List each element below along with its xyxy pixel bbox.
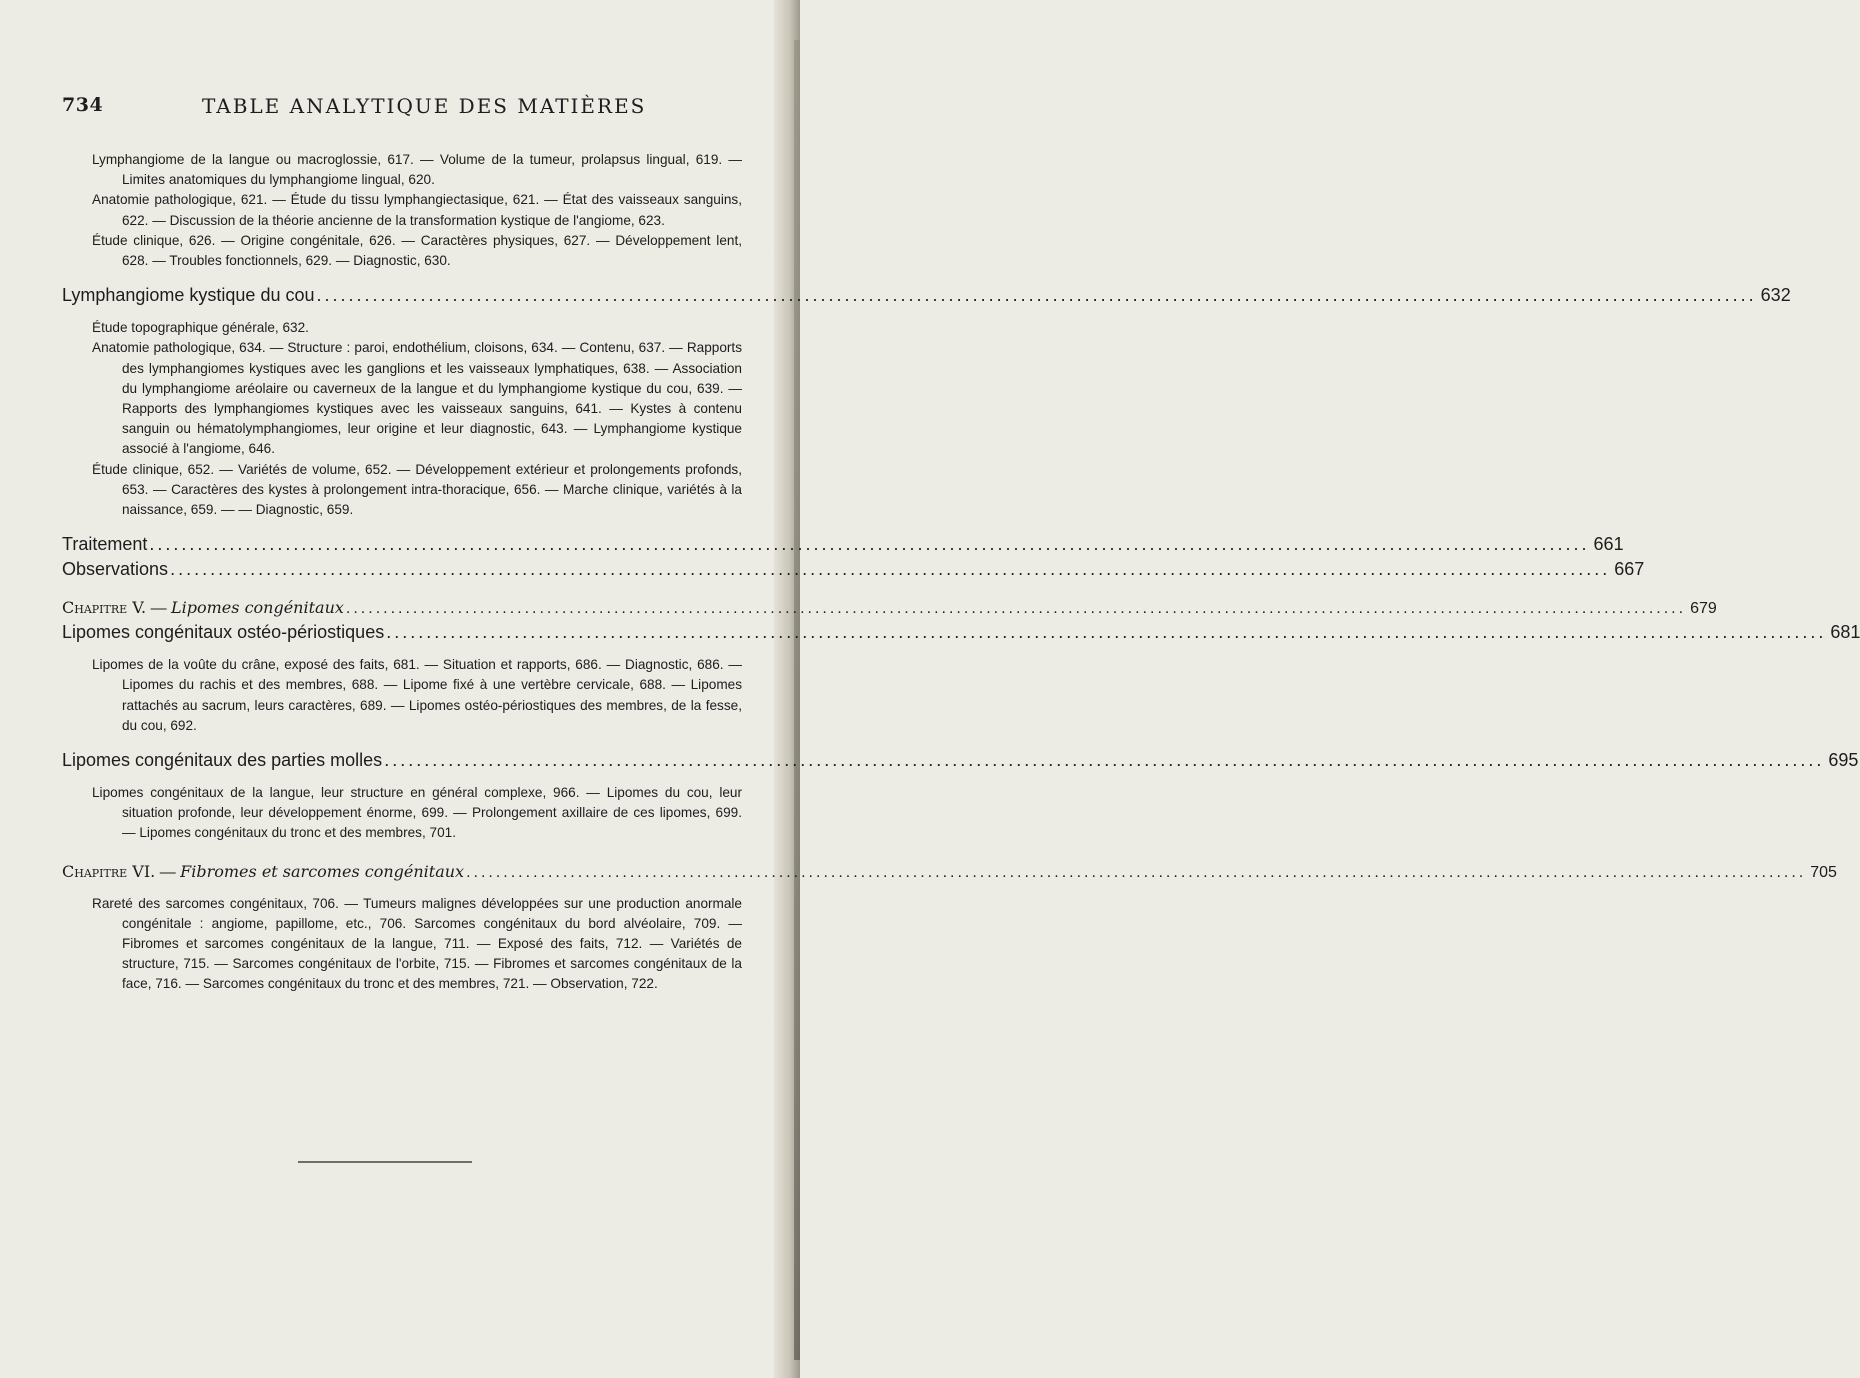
chapter-dash: —: [159, 863, 181, 881]
page-content: [62, 94, 1860, 995]
index-entry-etude-clinique-kystique: Étude clinique, 652. — Variétés de volume, 652. — Développement extérieur et prolongements profonds, 653. — Caractères des kystes à prolongement intra-thoracique, 656. — Marche clinique, variétés à la naissance, 659. — — Diagnostic, 659.: [92, 461, 742, 518]
chapter-title: Fibromes et sarcomes congénitaux: [180, 861, 465, 881]
index-entry-macroglossie: Lymphangiome de la langue ou macroglossie, 617. — Volume de la tumeur, prolapsus lingual, 619. — Limites anatomiques du lymphangiome lingual, 620.: [92, 152, 742, 188]
index-entry-etude-topographique: Étude topographique générale, 632.: [92, 320, 309, 336]
leader-dots: ....................................................................................................................................................................................: [149, 534, 1590, 555]
index-entry-anatomie-pathologique-kystique: Anatomie pathologique, 634. — Structure : paroi, endothélium, cloisons, 634. — Contenu, 637. — Rapports des lymphangiomes kystiques avec les ganglions et les vaisseaux lymphatiques, 638. — Association du lymphangiome aréolaire ou caverneux de la langue et du lymphangiome kystique du cou, 639. — Rapports des lymphangiomes kystiques avec les vaisseaux sanguins, 641. — Kystes à contenu sanguin ou hématolymphangiomes, leur origine et leur diagnostic, 643. — Lymphangiome kystique associé à l'angiome, 646.: [92, 340, 742, 457]
toc-page-number: 661: [1593, 534, 1624, 555]
index-entry-lipomes-langue: Lipomes congénitaux de la langue, leur structure en général complexe, 966. — Lipomes du cou, leur situation profonde, leur développement énorme, 699. — Prolongement axillaire de ces lipomes, 699. — Lipomes congénitaux du tronc et des membres, 701.: [92, 785, 742, 841]
toc-title: Lipomes congénitaux ostéo-périostiques: [62, 622, 385, 643]
leader-dots: ....................................................................................................................................................................................: [345, 600, 1687, 618]
toc-row-chapitre-vi[interactable]: [62, 861, 1837, 882]
toc-page-number: 681: [1830, 622, 1860, 643]
toc-page-number: 632: [1760, 285, 1791, 306]
toc-row-lipomes-molles[interactable]: [62, 750, 1859, 771]
running-title: TABLE ANALYTIQUE DES MATIÈRES: [202, 94, 647, 118]
toc-row-lipomes-osteo[interactable]: [62, 622, 1860, 643]
toc-chapter-heading: [62, 862, 464, 882]
leader-dots: ....................................................................................................................................................................................: [386, 622, 1827, 643]
end-rule: [298, 1161, 472, 1163]
page-number: 734: [62, 94, 104, 116]
toc-row-observations[interactable]: [62, 559, 1645, 580]
toc-page-number: 695: [1828, 750, 1859, 771]
index-entry-etude-clinique: Étude clinique, 626. — Origine congénitale, 626. — Caractères physiques, 627. — Développement lent, 628. — Troubles fonctionnels, 629. — Diagnostic, 630.: [92, 232, 742, 269]
toc-title: Lipomes congénitaux des parties molles: [62, 750, 383, 771]
toc-title: Lymphangiome kystique du cou: [62, 285, 315, 306]
page-edge-dark-strip: [794, 40, 800, 1360]
chapter-title: Lipomes congénitaux: [171, 598, 344, 618]
toc-row-lymphangiome-kystique[interactable]: [62, 285, 1791, 306]
page-header: [62, 94, 752, 134]
toc-page-number: 705: [1810, 863, 1837, 881]
toc-row-traitement[interactable]: [62, 534, 1624, 555]
index-entry-anatomie-pathologique: Anatomie pathologique, 621. — Étude du tissu lymphangiectasique, 621. — État des vaisseaux sanguins, 622. — Discussion de la théorie ancienne de la transformation kystique de l'angiome, 623.: [92, 192, 742, 228]
toc-title: Observations: [62, 559, 169, 580]
toc-page-number: 679: [1690, 600, 1717, 618]
leader-dots: ....................................................................................................................................................................................: [316, 285, 1757, 306]
chapter-label: Chapitre V.: [62, 598, 147, 618]
leader-dots: ....................................................................................................................................................................................: [384, 750, 1825, 771]
toc-title: Traitement: [62, 534, 148, 555]
chapter-dash: —: [150, 600, 172, 618]
leader-dots: ....................................................................................................................................................................................: [170, 559, 1611, 580]
toc-page-number: 667: [1614, 559, 1645, 580]
toc-chapter-heading: [62, 598, 344, 618]
chapter-label: Chapitre VI.: [62, 861, 156, 881]
toc-row-chapitre-v[interactable]: [62, 598, 1717, 618]
index-entry-lipomes-crane: Lipomes de la voûte du crâne, exposé des faits, 681. — Situation et rapports, 686. — Diagnostic, 686. — Lipomes du rachis et des membres, 688. — Lipome fixé à une vertèbre cervicale, 688. — Lipomes rattachés au sacrum, leurs caractères, 689. — Lipomes ostéo-périostiques des membres, de la fesse, du cou, 692.: [92, 657, 742, 733]
leader-dots: ....................................................................................................................................................................................: [466, 863, 1807, 881]
index-entry-sarcomes: Rareté des sarcomes congénitaux, 706. — Tumeurs malignes développées sur une production anormale congénitale : angiome, papillome, etc., 706. Sarcomes congénitaux du bord alvéolaire, 709. — Fibromes et sarcomes congénitaux de la langue, 711. — Exposé des faits, 712. — Variétés de structure, 715. — Sarcomes congénitaux de l'orbite, 715. — Fibromes et sarcomes congénitaux de la face, 716. — Sarcomes congénitaux du tronc et des membres, 721. — Observation, 722.: [92, 895, 742, 992]
